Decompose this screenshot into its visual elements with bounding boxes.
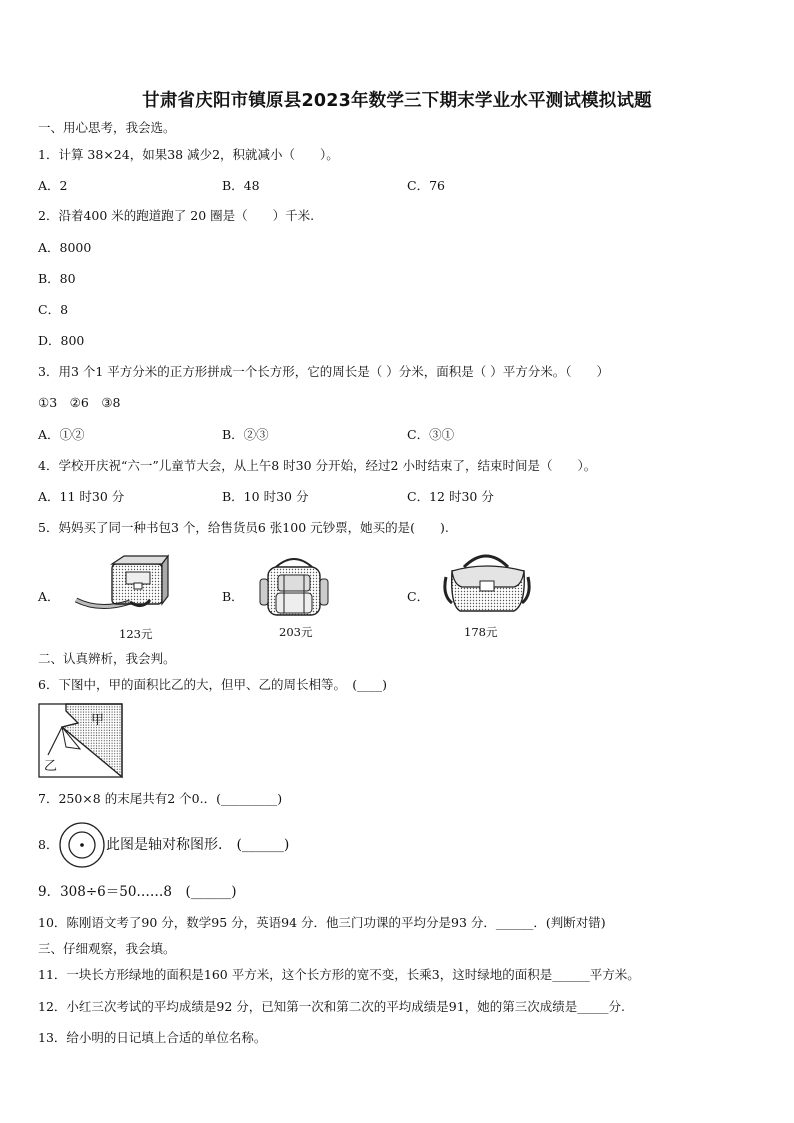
option-d: D．800 [38, 333, 85, 348]
question-13: 13．给小明的日记填上合适的单位名称。 [38, 1030, 267, 1045]
question-1-options [38, 178, 738, 194]
price-c: 178元 [464, 625, 498, 639]
question-1: 1．计算 38×24，如果38 减少2，积就减小（ ）。 [38, 147, 339, 162]
question-4-options [38, 489, 738, 505]
option-b: B．②③ [222, 427, 269, 442]
figure-label-jia: 甲 [91, 713, 105, 728]
backpack-image [258, 553, 330, 625]
option-b: B．10 时30 分 [222, 489, 309, 504]
option-a: A．2 [38, 178, 68, 193]
option-a: A．8000 [38, 240, 92, 255]
option-b: B．48 [222, 178, 260, 193]
question-3-choices: ①3 ②6 ③8 [38, 395, 121, 410]
option-b-label: B． [222, 589, 244, 604]
option-c-label: C． [407, 589, 430, 604]
satchel-image [442, 551, 532, 621]
option-a-label: A． [38, 589, 60, 604]
question-7: 7．250×8 的末尾共有2 个0.．(_________) [38, 791, 283, 806]
concentric-circles-figure [58, 821, 106, 873]
section-3-heading: 三、仔细观察，我会填。 [38, 941, 176, 956]
shoulder-bag-image [70, 550, 170, 622]
option-a: A．①② [38, 427, 85, 442]
option-c: C．76 [407, 178, 445, 193]
question-8: 此图是轴对称图形. (______) [106, 837, 290, 853]
option-c: C．8 [38, 302, 69, 317]
question-10: 10．陈刚语文考了90 分，数学95 分，英语94 分．他三门功课的平均分是93 分．______．(判断对错) [38, 915, 606, 930]
option-c: C．③① [407, 427, 455, 442]
question-12: 12．小红三次考试的平均成绩是92 分，已知第一次和第二次的平均成绩是91，她的第三次成绩是_____分. [38, 999, 625, 1014]
price-b: 203元 [279, 625, 313, 639]
question-3: 3．用3 个1 平方分米的正方形拼成一个长方形，它的周长是（ ）分米，面积是（ ）平方分米。（ ） [38, 364, 610, 379]
question-4: 4．学校开庆祝“六一”儿童节大会，从上午8 时30 分开始，经过2 小时结束了，结束时间是（ ）。 [38, 458, 597, 473]
option-a: A．11 时30 分 [38, 489, 125, 504]
price-a: 123元 [119, 627, 153, 641]
section-2-heading: 二、认真辨析，我会判。 [38, 651, 176, 666]
question-9: 9．308÷6＝50……8 (______) [38, 884, 237, 900]
question-8-number: 8． [38, 837, 59, 852]
question-6: 6．下图中，甲的面积比乙的大，但甲、乙的周长相等。 (____) [38, 677, 387, 692]
option-c: C．12 时30 分 [407, 489, 494, 504]
question-11: 11．一块长方形绿地的面积是160 平方米，这个长方形的宽不变，长乘3，这时绿地的面积是______平方米。 [38, 967, 640, 982]
question-2: 2．沿着400 米的跑道跑了 20 圈是（ ）千米. [38, 208, 315, 223]
section-1-heading: 一、用心思考，我会选。 [38, 120, 176, 135]
option-b: B．80 [38, 271, 76, 286]
question-5: 5．妈妈买了同一种书包3 个，给售货员6 张100 元钞票，她买的是( ). [38, 520, 449, 535]
page-title: 甘肃省庆阳市镇原县2023年数学三下期末学业水平测试模拟试题 [142, 91, 652, 111]
figure-label-yi: 乙 [44, 759, 58, 774]
question-3-options [38, 427, 738, 443]
